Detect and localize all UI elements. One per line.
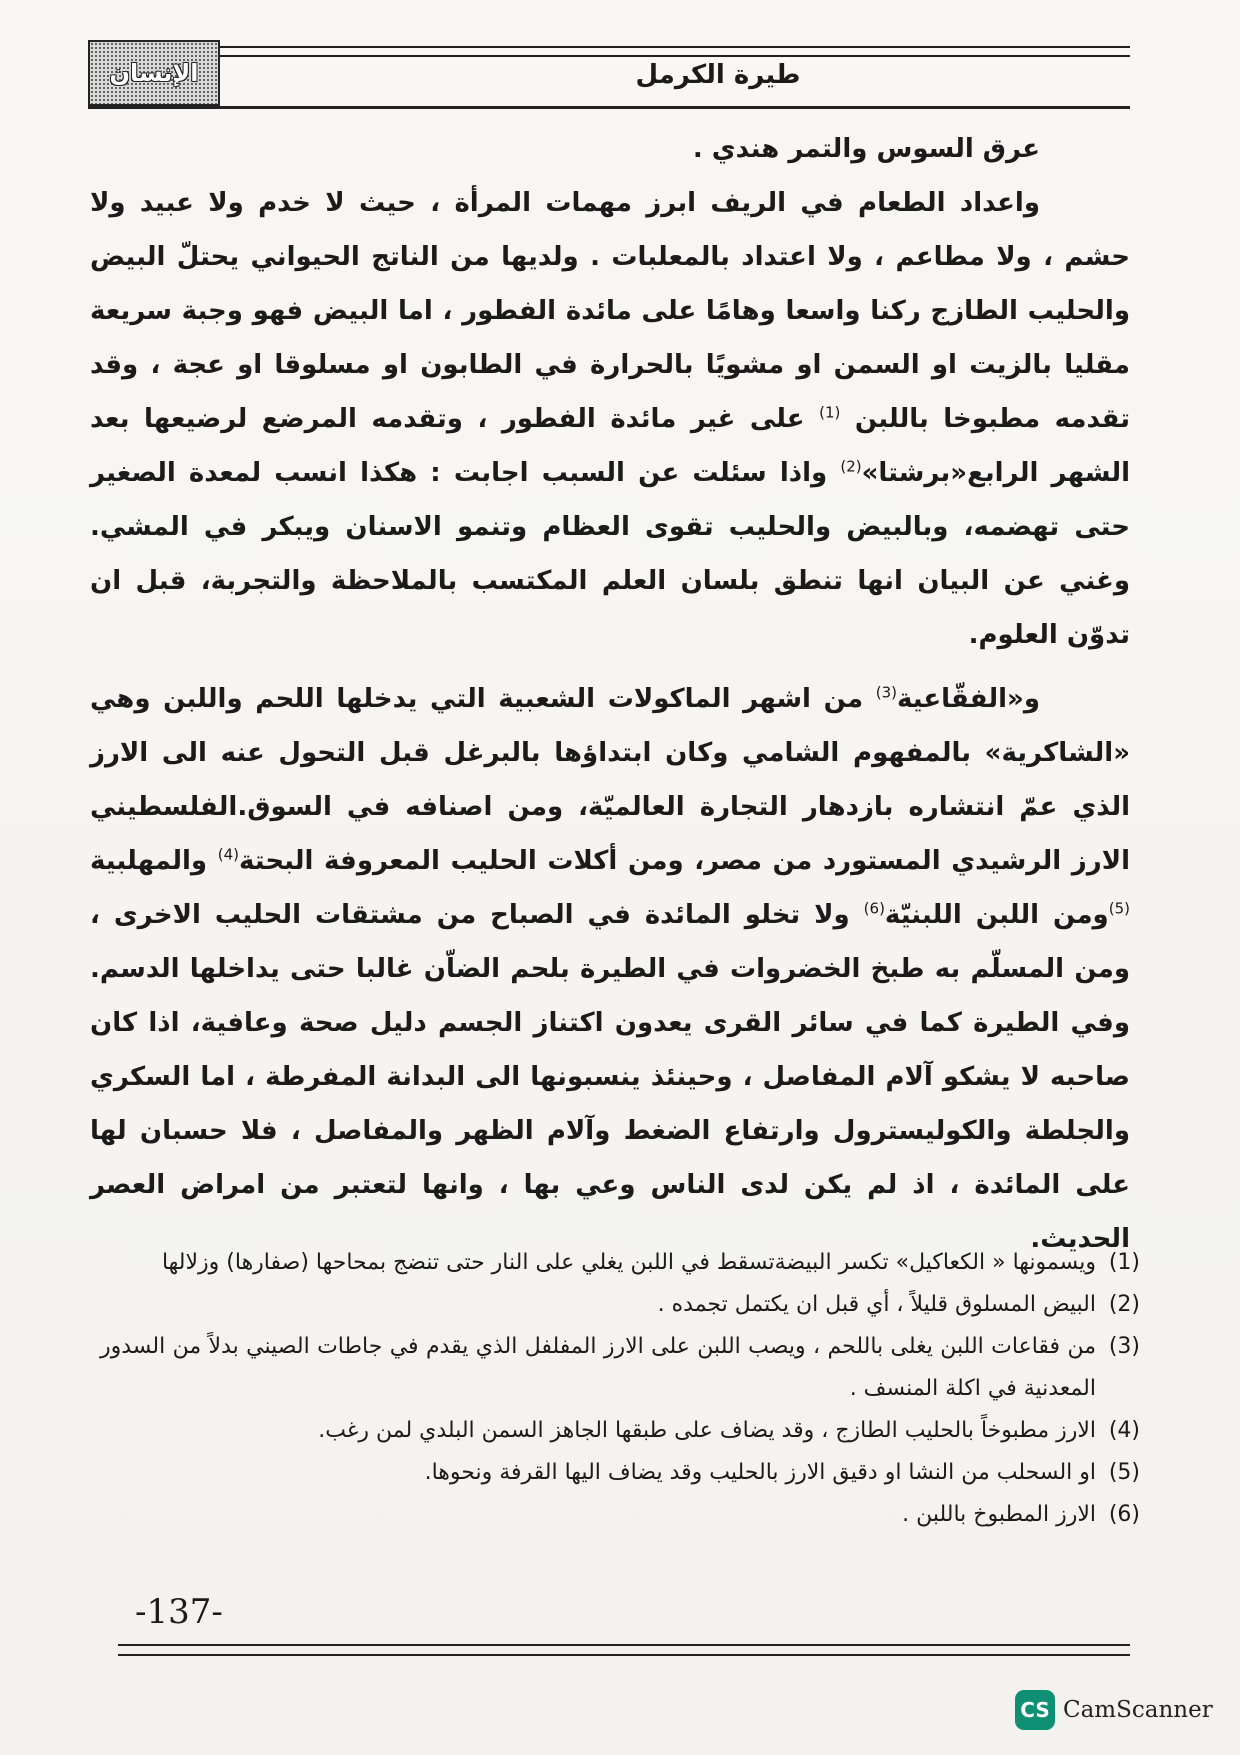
footnote [100,1326,1140,1410]
footnote [100,1242,1140,1284]
footnote-ref-4: (4) [217,845,239,864]
footnote-text: ويسمونها « الكعاكيل» تكسر البيضةتسقط في اللبن يغلي على النار حتى تنضج بمحاحها (صفارها) وزلالها [161,1250,1096,1275]
footnote-ref-6: (6) [863,899,885,918]
paragraph-2-text-3: واذا سئلت عن السبب اجابت : هكذا انسب لمعدة الصغير حتى تهضمه، وبالبيض والحليب تقوى العظام وتنمو الاسنان ويبكر في المشي. وغني عن البيان انها تنطق بلسان العلم المكتسب بالملاحظة والتجربة، قبل ان تدوّن العلوم. [90,458,1130,650]
footnotes [100,1242,1140,1536]
running-title: طيرة الكرمل [635,60,801,90]
page-header [88,40,1130,110]
paragraph-3 [90,672,1130,1266]
camscanner-watermark [1015,1690,1213,1730]
paragraph-3-text-4: ومن اللبن اللبنيّة [884,900,1109,930]
footer-rule [118,1644,1130,1656]
footnote-number: (3) [1108,1334,1140,1359]
body-text [90,122,1130,1266]
footnote-number: (5) [1108,1460,1140,1485]
footnote-number: (1) [1108,1250,1140,1275]
paragraph-3-text-5: ولا تخلو المائدة في الصباح من مشتقات الحليب الاخرى ، ومن المسلّم به طبخ الخضروات في الطيرة بلحم الضاّن غالبا حتى يداخلها الدسم. وفي الطيرة كما في سائر القرى يعدون اكتناز الجسم دليل صحة وعافية، اذا كان صاحبه لا يشكو آلام المفاصل ، وحينئذ ينسبونها الى البدانة المفرطة ، اما السكري والجلطة والكوليسترول وارتفاع الضغط وآلام الظهر والمفاصل ، فلا حسبان لها على المائدة ، اذ لم يكن لدى الناس وعي بها ، وانها لتعتبر من امراض العصر الحديث. [90,900,1130,1254]
paragraph-2-text-2: على غير مائدة الفطور ، وتقدمه المرضع لرضيعها بعد الشهر الرابع«برشتا» [90,404,1130,488]
footnote-number: (6) [1108,1502,1140,1527]
paragraph-2 [90,176,1130,662]
header-bottom-rule [88,106,1130,109]
footnote-ref-5: (5) [1108,899,1130,918]
paragraph-2-text-1: واعداد الطعام في الريف ابرز مهمات المرأة ، حيث لا خدم ولا عبيد ولا حشم ، ولا مطاعم ، ولا اعتداد بالمعلبات . ولديها من الناتج الحيواني يحتلّ البيض والحليب الطازج ركنا واسعا وهامًا على مائدة الفطور ، اما البيض فهو وجبة سريعة مقليا بالزيت او السمن او مشويًا بالحرارة في الطابون او مسلوقا او عجة ، وقد تقدمه مطبوخا باللبن [90,188,1130,434]
paragraph-3-text-1: و«الفقّاعية [897,684,1040,714]
camscanner-name: CamScanner [1063,1697,1213,1723]
footnote [100,1494,1140,1536]
header-top-rule [88,46,1130,57]
paragraph-3-text-2: من اشهر الماكولات الشعبية التي يدخلها اللحم واللبن وهي «الشاكرية» بالمفهوم الشامي وكان ابتداؤها بالبرغل قبل التحول عنه الى الارز الذي عمّ انتشاره بازدهار التجارة العالميّة، ومن اصنافه في السوق.الفلسطيني الارز الرشيدي المستورد من مصر، ومن أكلات الحليب المعروفة البحتة [90,684,1130,876]
camscanner-logo-icon: CS [1015,1690,1055,1730]
footnote-ref-2: (2) [840,457,862,476]
footnote-ref-1: (1) [819,403,841,422]
footnote [100,1410,1140,1452]
page-number: -137- [135,1592,223,1632]
footnote-number: (4) [1108,1418,1140,1443]
section-badge-label: الإنسان [109,59,199,87]
paragraph-1: عرق السوس والتمر هندي . [692,134,1040,164]
footnote [100,1452,1140,1494]
section-badge [88,40,220,106]
footnote-ref-3: (3) [875,683,898,702]
footnote-number: (2) [1108,1292,1140,1317]
footnote-text: او السحلب من النشا او دقيق الارز بالحليب وقد يضاف اليها القرفة ونحوها. [424,1460,1096,1485]
paragraph-3-text-3: والمهلبية [90,846,208,876]
footnote-text: الارز المطبوخ باللبن . [902,1502,1096,1527]
footnote-text: البيض المسلوق قليلاً ، أي قبل ان يكتمل تجمده . [657,1292,1096,1317]
footnote-text: الارز مطبوخاً بالحليب الطازج ، وقد يضاف على طبقها الجاهز السمن البلدي لمن رغب. [318,1418,1096,1443]
footnote-text: من فقاعات اللبن يغلى باللحم ، ويصب اللبن على الارز المفلفل الذي يقدم في جاطات الصيني بدلاً من السدور المعدنية في اكلة المنسف . [100,1334,1096,1401]
footnote [100,1284,1140,1326]
